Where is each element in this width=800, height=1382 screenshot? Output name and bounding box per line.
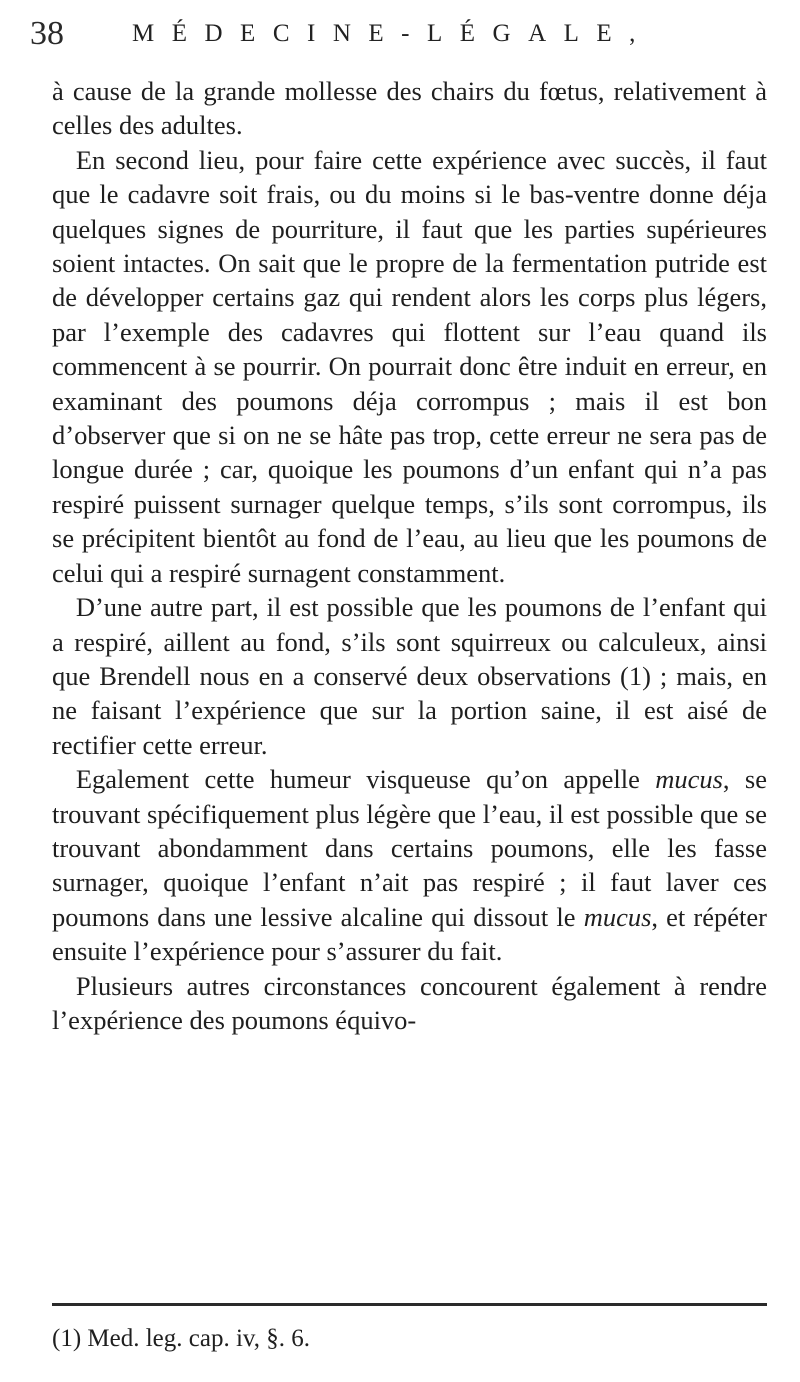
body-text (52, 74, 767, 1037)
paragraph (52, 590, 767, 762)
page-number: 38 (30, 15, 64, 52)
italic-term: mucus (655, 764, 723, 795)
text-run: , se trouvant spécifiquement plus légère que l’eau, il est possible que se trouvant abondamment dans certains poumons, elle les fasse surnager, quoique l’enfant n’ait pas respiré ; il faut laver ces poumons dans une lessive alcaline qui dissout le (52, 764, 767, 932)
text-run: à cause de la grande mollesse des chairs du fœtus, relativement à celles des adultes. (52, 76, 767, 141)
footnote: (1) Med. leg. cap. iv, §. 6. (52, 1325, 311, 1352)
paragraph (52, 969, 767, 1038)
paragraph (52, 143, 767, 590)
text-run: En second lieu, pour faire cette expérience avec succès, il faut que le cadavre soit frais, ou du moins si le bas-ventre donne déja quelques signes de pourriture, il faut que les parties supérieures soient intactes. On sait que le propre de la fermentation putride est de développer certains gaz qui rendent alors les corps plus légers, par l’exemple des cadavres qui flottent sur l’eau quand ils commencent à se pourrir. On pourrait donc être induit en erreur, en examinant des poumons déja corrompus ; mais il est bon d’observer que si on ne se hâte pas trop, cette erreur ne sera pas de longue durée ; car, quoique les poumons d’un enfant qui n’a pas respiré puissent surnager quelque temps, s’ils sont corrompus, ils se précipitent bientôt au fond de l’eau, au lieu que les poumons de celui qui a respiré surnagent constamment. (52, 144, 767, 588)
paragraph (52, 762, 767, 968)
text-run: Egalement cette humeur visqueuse qu’on appelle (75, 764, 656, 795)
running-title: MÉDECINE-LÉGALE, (132, 20, 653, 47)
paragraph (52, 74, 767, 143)
italic-term: mucus (583, 901, 652, 932)
footnote-rule (52, 1303, 767, 1306)
text-run: D’une autre part, il est possible que les poumons de l’enfant qui a respiré, aillent au fond, s’ils sont squirreux ou calculeux, ainsi que Brendell nous en a conservé deux observations (1) ; mais, en ne faisant l’expérience que sur la portion saine, il est aisé de rectifier cette erreur. (52, 592, 767, 760)
text-run: Plusieurs autres circonstances concourent également à rendre l’expérience des poumons équivo- (52, 970, 767, 1035)
page-header (30, 10, 770, 58)
text-run: , et répéter ensuite l’expérience pour s’assurer du fait. (52, 901, 767, 967)
